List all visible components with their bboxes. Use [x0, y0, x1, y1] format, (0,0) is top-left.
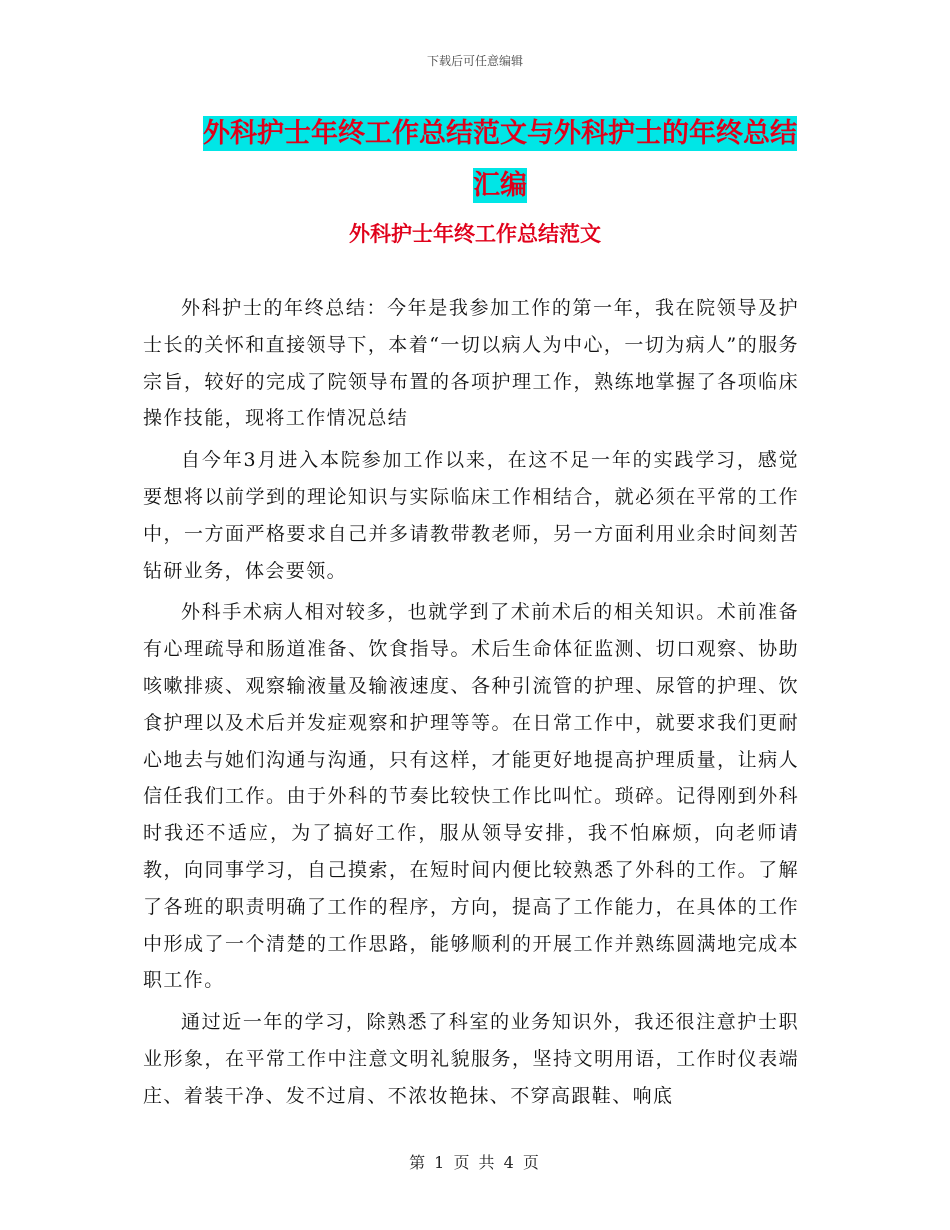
document-title: [190, 108, 810, 212]
page-number-footer: 第 1 页 共 4 页: [409, 1153, 541, 1172]
page-header-note: 下载后可任意编辑: [426, 54, 523, 68]
paragraph-2: 自今年3月进入本院参加工作以来，在这不足一年的实践学习，感觉要想将以前学到的理论知识与实际临床工作相结合，就必须在平常的工作中，一方面严格要求自己并多请教带教老师，另一方面利用业余时间刻苦钻研业务，体会要领。: [143, 449, 799, 582]
document-title-highlight: 外科护士年终工作总结范文与外科护士的年终总结汇编: [203, 118, 797, 201]
section-title: 外科护士年终工作总结范文: [349, 222, 601, 246]
paragraph-3: 外科手术病人相对较多，也就学到了术前术后的相关知识。术前准备有心理疏导和肠道准备、饮食指导。术后生命体征监测、切口观察、协助咳嗽排痰、观察输液量及输液速度、各种引流管的护理、尿管的护理、饮食护理以及术后并发症观察和护理等等。在日常工作中，就要求我们更耐心地去与她们沟通与沟通，只有这样，才能更好地提高护理质量，让病人信任我们工作。由于外科的节奏比较快工作比叫忙。琐碎。记得刚到外科时我还不适应，为了搞好工作，服从领导安排，我不怕麻烦，向老师请教，向同事学习，自己摸索，在短时间内便比较熟悉了外科的工作。了解了各班的职责明确了工作的程序，方向，提高了工作能力，在具体的工作中形成了一个清楚的工作思路，能够顺利的开展工作并熟练圆满地完成本职工作。: [143, 601, 799, 992]
document-body: [143, 290, 799, 1120]
paragraph-1: 外科护士的年终总结：今年是我参加工作的第一年，我在院领导及护士长的关怀和直接领导下，本着“一切以病人为中心，一切为病人”的服务宗旨，较好的完成了院领导布置的各项护理工作，熟练地掌握了各项临床操作技能，现将工作情况总结: [143, 297, 799, 430]
paragraph-4: 通过近一年的学习，除熟悉了科室的业务知识外，我还很注意护士职业形象，在平常工作中注意文明礼貌服务，坚持文明用语，工作时仪表端庄、着装干净、发不过肩、不浓妆艳抹、不穿高跟鞋、响底: [143, 1011, 799, 1107]
